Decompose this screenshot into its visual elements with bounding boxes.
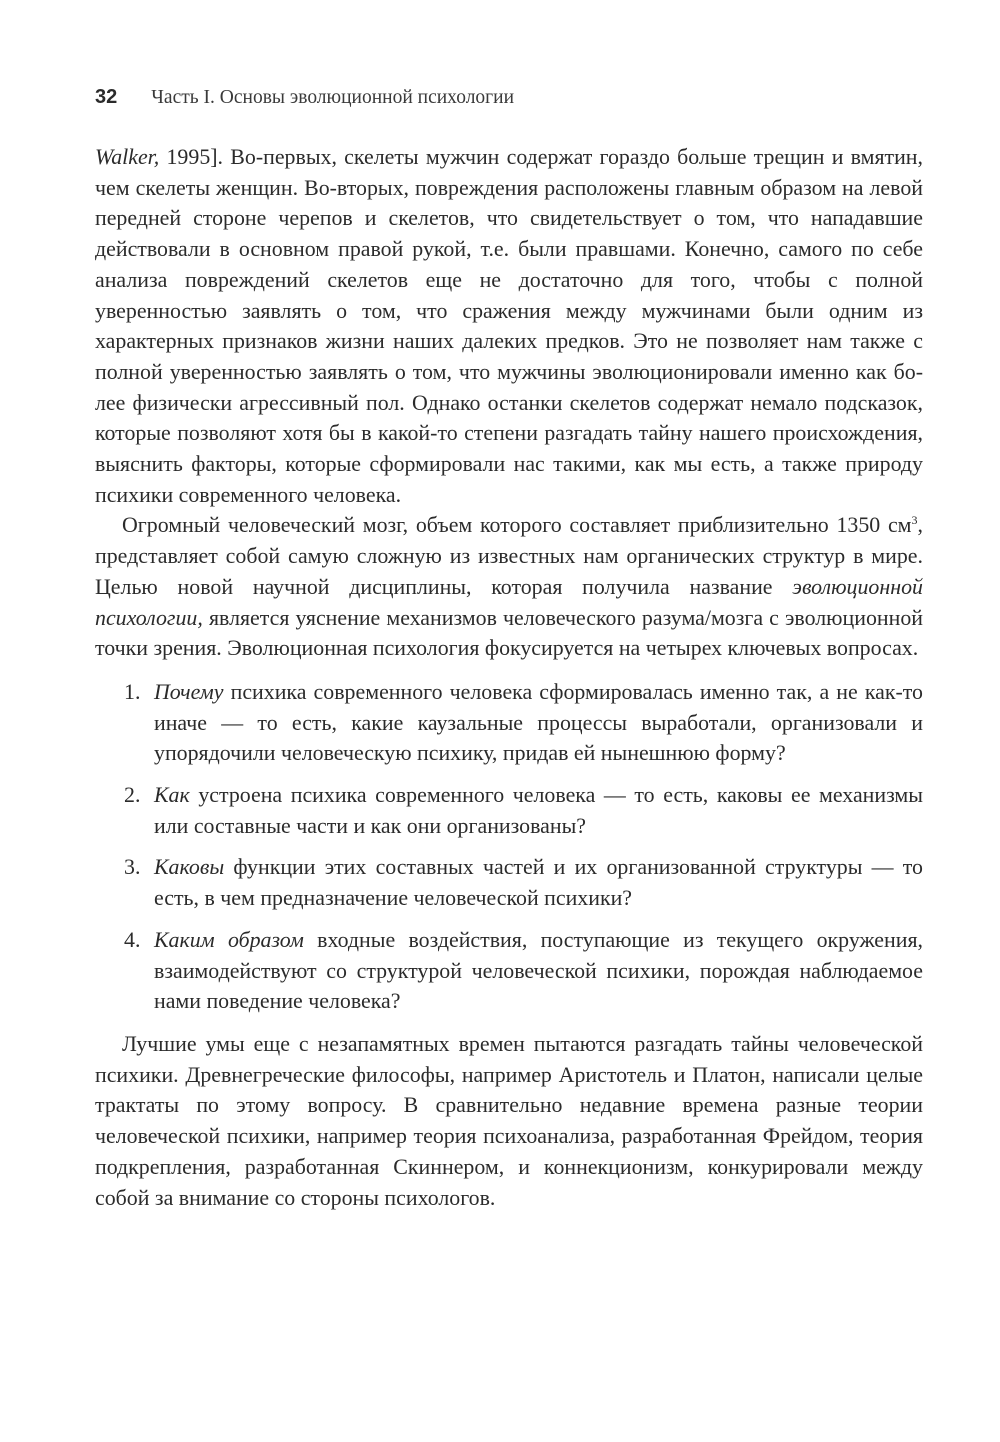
list-number: 1. <box>124 678 141 704</box>
paragraph-text-part2: , представляет собой самую сложную из известных нам органических структур в мире. Целью новой научной дисциплины, которая получила название <box>95 512 923 599</box>
paragraph-text-part3: является уяснение механизмов человеческого разума/мозга с эволюционной точки зрения. Эволюционная психология фокусируется на четырех ключевых вопросах. <box>95 604 923 661</box>
paragraph-text-part1: Огромный человеческий мозг, объем которого составляет приблизительно 1350 см <box>122 512 912 538</box>
list-number: 2. <box>124 782 141 808</box>
question-keyword: Почему <box>154 678 224 704</box>
paragraph-text: Лучшие умы еще с незапамятных времен пытаются разгадать тайны человеческой психики. Древнегреческие философы, например Аристотель и Платон, написали целые трактаты по этому вопросу. В сравнительно недавние времена разные теории человеческой психики, например теория психоанализа, разработанная Фрейдом, теория подкрепления, разработанная Скиннером, и коннекционизм, конкурировали между собой за внимание со стороны психологов. <box>95 1030 923 1210</box>
page-number: 32 <box>95 86 118 108</box>
paragraph-evolutionary-psychology <box>95 510 923 664</box>
list-item <box>95 925 923 1017</box>
paragraph-history-of-theories <box>95 1029 923 1213</box>
paragraph-skeleton-evidence <box>95 142 923 510</box>
term-evolutionary-psychology: эволюционной психологии, <box>95 573 923 630</box>
running-header <box>95 86 514 116</box>
citation-author: Walker, <box>95 144 160 169</box>
question-text: устроена психика современного человека — то есть, каковы ее механизмы или составные части и как они организованы? <box>154 782 923 838</box>
list-item <box>95 852 923 913</box>
list-item <box>95 677 923 769</box>
paragraph-text: 1995]. Во-первых, скелеты мужчин содержат гораздо больше трещин и вмятин, чем скелеты женщин. Во-вторых, повреждения расположены главным образом на левой передней стороне черепов и скелетов, что свидетельствует о том, что нападавшие действовали в основном правой рукой, т.е. были правшами. Конечно, самого по себе анализа повреждений скелетов еще не достаточно для того, чтобы с полной уверенностью заявлять о том, что сражения между мужчинами были одним из характерных признаков жизни наших далеких предков. Это не позволяет нам также с полной уверенностью заявлять о том, что мужчины эволюционировали именно как более физически агрессивный пол. Однако останки скелетов содержат немало подсказок, которые позволяют хотя бы в какой-то степени разгадать тайну нашего происхождения, выяснить факторы, которые сформировали нас такими, как мы есть, а также природу психики современного человека. <box>95 144 923 507</box>
question-keyword: Каким образом <box>154 926 304 952</box>
running-title: Часть I. Основы эволюционной психологии <box>151 87 515 108</box>
question-keyword: Каковы <box>154 854 225 880</box>
list-number: 4. <box>124 926 141 952</box>
question-text: функции этих составных частей и их организованной структуры — то есть, в чем предназначение человеческой психики? <box>154 854 923 911</box>
key-questions-list <box>95 677 923 1017</box>
question-keyword: Как <box>154 782 190 808</box>
body-text <box>95 142 923 1213</box>
list-number: 3. <box>124 854 141 880</box>
list-item <box>95 780 923 841</box>
question-text: входные воздействия, поступающие из текущего окружения, взаимодействуют со структурой человеческой психики, порождая наблюдаемое нами поведение человека? <box>154 926 923 1014</box>
question-text: психика современного человека сформировалась именно так, а не как-то иначе — то есть, какие каузальные процессы выработали, организовали и упорядочили человеческую психику, придав ей нынешнюю форму? <box>154 678 923 766</box>
superscript-3: 3 <box>911 513 918 528</box>
